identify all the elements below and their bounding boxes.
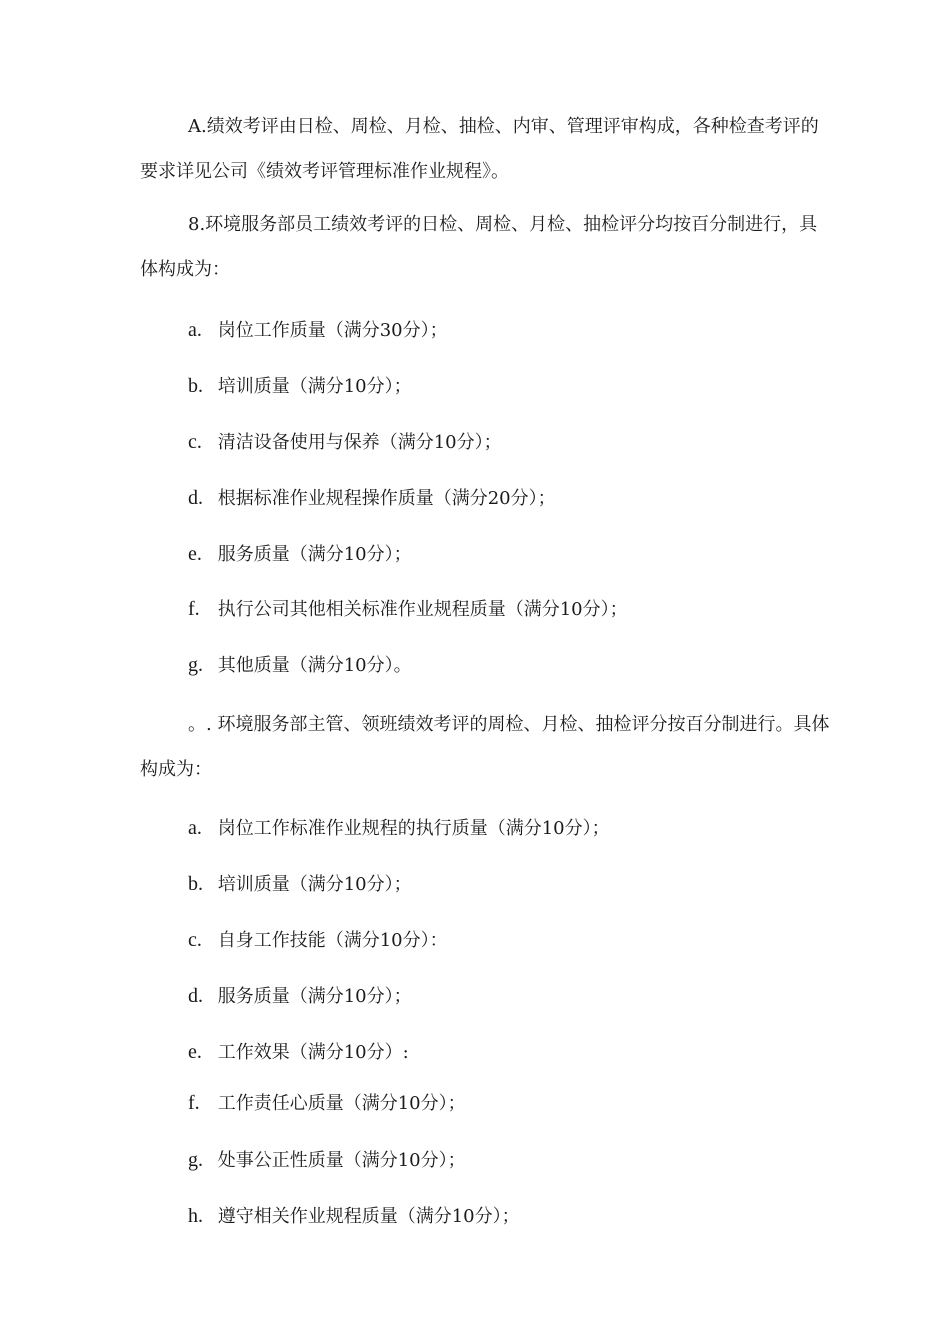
- list-marker: f.: [188, 1092, 200, 1114]
- list-item-text: 工作责任心质量（满分10分）；: [217, 1093, 466, 1114]
- list-marker: h.: [188, 1205, 203, 1227]
- list-item-text: 其他质量（满分10分）。: [217, 655, 412, 676]
- list1-item-e: [188, 542, 412, 567]
- list1-item-f: [188, 597, 628, 622]
- list-item-text: 根据标准作业规程操作质量（满分20分）；: [217, 488, 556, 509]
- list-item-text: 服务质量（满分10分）；: [217, 544, 412, 565]
- list2-item-f: [188, 1091, 466, 1116]
- list2-item-h: [188, 1204, 520, 1229]
- list-marker: e.: [188, 543, 202, 565]
- list2-item-b: [188, 872, 412, 897]
- list-marker: g.: [188, 654, 203, 676]
- list-marker: a.: [188, 817, 202, 839]
- list-item-text: 清洁设备使用与保养（满分10分）；: [217, 432, 502, 453]
- list-marker: f.: [188, 598, 200, 620]
- list2-item-d: [188, 984, 412, 1009]
- list-marker: a.: [188, 319, 202, 341]
- list1-item-a: [188, 318, 448, 343]
- paragraph-supervisor-scoring: 。. 环境服务部主管、领班绩效考评的周检、月检、抽检评分按百分制进行。具体构成为：: [140, 714, 830, 780]
- list-item-text: 岗位工作标准作业规程的执行质量（满分10分）；: [217, 818, 610, 839]
- list1-item-b: [188, 374, 412, 399]
- list-item-text: 岗位工作质量（满分30分）；: [217, 320, 448, 341]
- list-marker: c.: [188, 929, 202, 951]
- list-marker: b.: [188, 375, 203, 397]
- list-marker: d.: [188, 985, 203, 1007]
- list-marker: d.: [188, 487, 203, 509]
- list1-item-c: [188, 430, 502, 455]
- list-item-text: 培训质量（满分10分）；: [217, 874, 412, 895]
- list-item-text: 服务质量（满分10分）；: [217, 986, 412, 1007]
- list-item-text: 培训质量（满分10分）；: [217, 376, 412, 397]
- list1-item-g: [188, 653, 412, 678]
- list2-item-g: [188, 1148, 466, 1173]
- list2-item-c: [188, 928, 448, 953]
- list-item-text: 自身工作技能（满分10分）：: [217, 930, 448, 951]
- list-marker: e.: [188, 1041, 202, 1063]
- list2-item-a: [188, 816, 610, 841]
- paragraph-staff-scoring: 8.环境服务部员工绩效考评的日检、周检、月检、抽检评分均按百分制进行，具体构成为：: [140, 214, 818, 280]
- list2-item-e: [188, 1040, 409, 1065]
- list-item-text: 处事公正性质量（满分10分）；: [217, 1150, 466, 1171]
- list-item-text: 执行公司其他相关标准作业规程质量（满分10分）；: [217, 599, 628, 620]
- list-marker: b.: [188, 873, 203, 895]
- list-item-text: 遵守相关作业规程质量（满分10分）；: [217, 1206, 520, 1227]
- list-marker: c.: [188, 431, 202, 453]
- list1-item-d: [188, 486, 556, 511]
- list-item-text: 工作效果（满分10分）:: [217, 1042, 409, 1063]
- paragraph-evaluation-composition: A.绩效考评由日检、周检、月检、抽检、内审、管理评审构成，各种检查考评的要求详见公司《绩效考评管理标准作业规程》。: [140, 116, 819, 182]
- list-marker: g.: [188, 1149, 203, 1171]
